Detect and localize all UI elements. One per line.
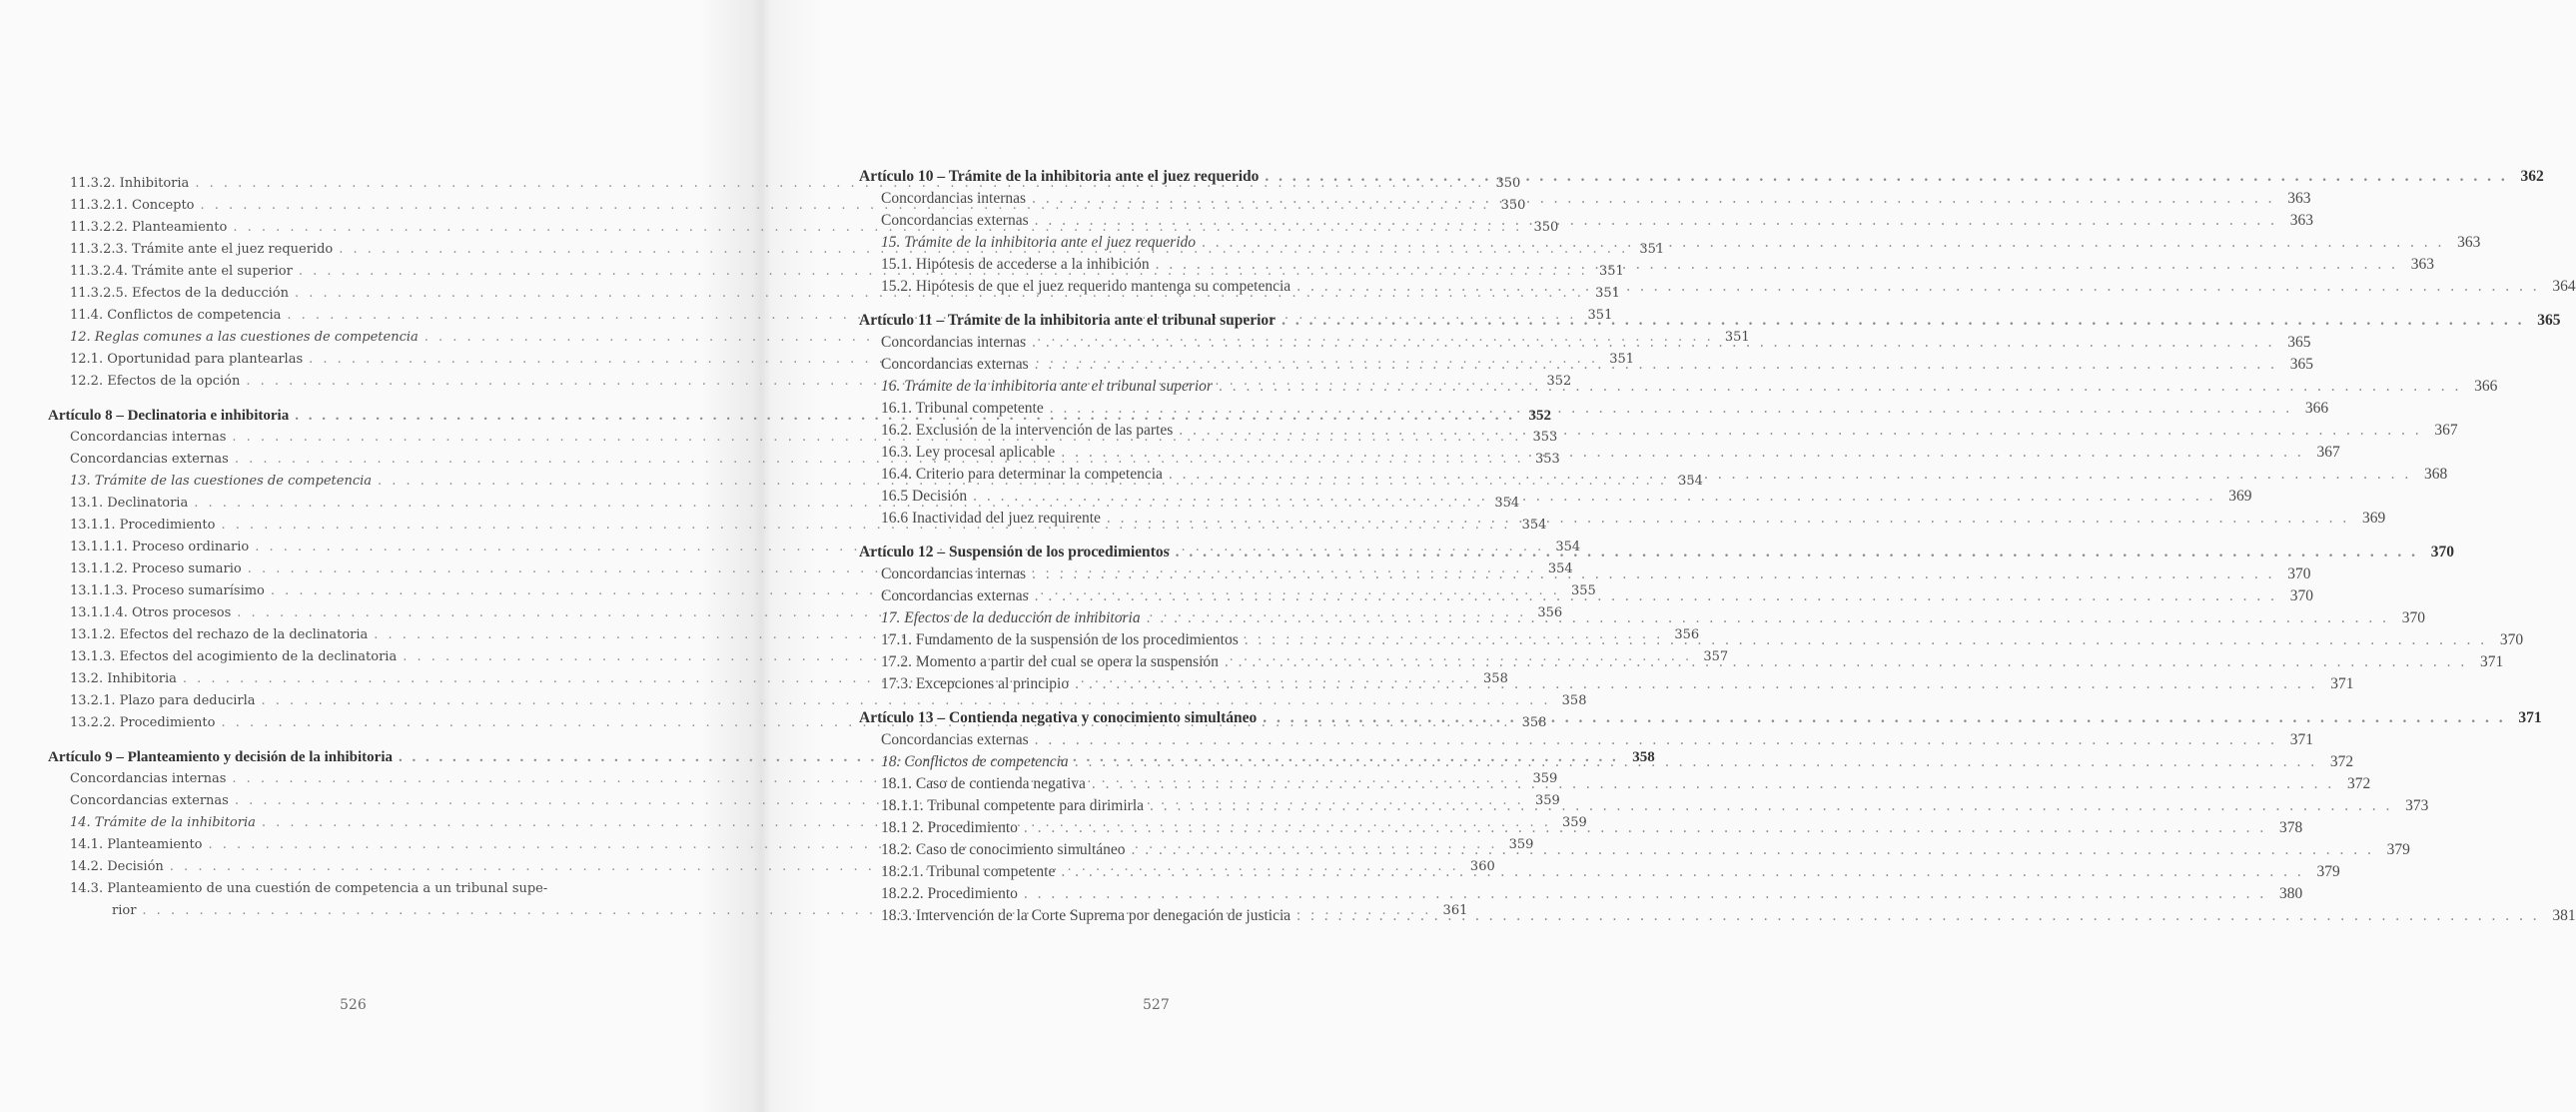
toc-entry-page: 370 (2430, 544, 2454, 560)
dot-leader (1032, 188, 2274, 210)
toc-entry-title: 13.1.1.4. Otros procesos (70, 605, 232, 620)
toc-entry-title: 11.3.2.1. Concepto (70, 198, 195, 213)
toc-entry-title: 17.1. Fundamento de la suspensión de los procedimientos (881, 631, 1239, 648)
toc-entry-page: 370 (2401, 609, 2425, 626)
toc-entry-page: 357 (1703, 649, 1729, 664)
toc-entry-page: 371 (2330, 675, 2354, 692)
toc-entry-page: 379 (2386, 841, 2410, 858)
dot-leader (1132, 839, 2374, 861)
dot-leader (1169, 464, 2411, 486)
toc-entry-page: 373 (2405, 797, 2429, 814)
toc-entry-page: 351 (1639, 242, 1665, 257)
toc-entry-page: 378 (2279, 819, 2303, 836)
toc-entry-title: 18.1. Caso de contienda negativa (881, 775, 1086, 792)
toc-entry-title: 17. Efectos de la deducción de inhibitoria (881, 609, 1141, 626)
toc-entry-page: 354 (1555, 540, 1581, 555)
toc-entry-title: Artículo 10 – Trámite de la inhibitoria ante el juez requerido (859, 168, 1260, 185)
toc-entry-page: 362 (2520, 168, 2544, 185)
toc-entry-page: 359 (1508, 837, 1534, 852)
toc-entry-page: 355 (1571, 583, 1596, 598)
dot-leader (1296, 905, 2539, 927)
toc-entry-title: 15.1. Hipótesis de accederse a la inhibición (881, 256, 1150, 273)
dot-leader (1035, 354, 2277, 376)
toc-entry-page: 354 (1547, 561, 1573, 576)
toc-entry-page: 365 (2537, 312, 2561, 329)
toc-entry-title: Concordancias externas (881, 587, 1029, 604)
toc-entry-page: 371 (2289, 731, 2313, 748)
toc-entry-page: 364 (2552, 278, 2576, 295)
toc-entry-title: Artículo 9 – Planteamiento y decisión de la inhibitoria (48, 749, 393, 765)
toc-entry-title: 13. Trámite de las cuestiones de competencia (70, 474, 373, 489)
toc-entry-title: 18.1.1. Tribunal competente para dirimirla (881, 797, 1145, 814)
toc-entry-title: Artículo 13 – Contienda negativa y conocimiento simultáneo (859, 709, 1258, 726)
toc-entry (859, 729, 2313, 751)
toc-entry-title: 17.3. Excepciones al principio (881, 675, 1070, 692)
toc-entry-page: 352 (1528, 408, 1551, 424)
toc-entry-page: 359 (1534, 793, 1560, 808)
dot-leader (1061, 861, 2303, 883)
toc-entry-title: Concordancias internas (881, 190, 1027, 207)
toc-entry-page: 350 (1533, 220, 1559, 235)
toc-entry-page: 359 (1532, 771, 1558, 786)
toc-entry-page: 351 (1587, 308, 1613, 323)
toc-entry-title: 16.4. Criterio para determinar la competencia (881, 466, 1163, 483)
dot-leader (1150, 795, 2392, 817)
toc-entry-page: 350 (1500, 198, 1526, 213)
dot-leader (1032, 332, 2274, 354)
toc-entry-title: 17.2. Momento a partir del cual se opera la suspensión (881, 653, 1219, 670)
toc-entry-title: 11.4. Conflictos de competencia (70, 308, 282, 323)
dot-leader (1024, 817, 2266, 839)
dot-leader (1092, 773, 2334, 795)
toc-entry-title: 18.2. Caso de conocimiento simultáneo (881, 841, 1126, 858)
toc-entry-title: 18.3. Intervención de la Corte Suprema por denegación de justicia (881, 907, 1291, 924)
toc-entry-page: 363 (2457, 234, 2481, 251)
dot-leader (1075, 673, 2317, 695)
toc-entry-page: 356 (1674, 627, 1700, 642)
dot-leader (1061, 442, 2303, 464)
dot-leader (1156, 254, 2398, 276)
toc-entry-page: 367 (2316, 444, 2340, 461)
toc-entry-page: 360 (1469, 859, 1495, 874)
dot-leader (1035, 210, 2277, 232)
toc-entry-title: 16.3. Ley procesal aplicable (881, 444, 1056, 461)
toc-entry-page: 358 (1483, 671, 1508, 686)
toc-entry-page: 358 (1632, 749, 1655, 765)
toc-entry-title: 11.3.2. Inhibitoria (70, 176, 190, 191)
toc-entry-page: 363 (2289, 212, 2313, 229)
toc-entry-title: 11.3.2.4. Trámite ante el superior (70, 264, 293, 279)
toc-entry-title: 13.1.1. Procedimiento (70, 518, 216, 533)
toc-entry-title: 18.1 2. Procedimiento (881, 819, 1018, 836)
toc-entry-title: 12. Reglas comunes a las cuestiones de competencia (70, 330, 419, 345)
toc-entry-title: 14.2. Decisión (70, 859, 164, 874)
toc-entry-page: 354 (1494, 496, 1520, 511)
toc-entry-title: 14.3. Planteamiento de una cuestión de competencia a un tribunal supe- (70, 881, 548, 896)
toc-entry-title: 12.1. Oportunidad para plantearlas (70, 352, 304, 367)
toc-entry-title: 13.1.1.2. Proceso sumario (70, 561, 242, 576)
toc-entry-page: 380 (2279, 885, 2303, 902)
toc-entry-title: Artículo 12 – Suspensión de los procedimientos (859, 544, 1170, 560)
toc-entry-title: Concordancias internas (70, 430, 227, 445)
toc-entry-title: 13.1.2. Efectos del rechazo de la declinatoria (70, 627, 369, 642)
toc-entry-page: 368 (2424, 466, 2448, 483)
toc-entry-page: 372 (2329, 753, 2354, 770)
dot-leader (1032, 563, 2274, 585)
toc-entry-title: 18. Conflictos de competencia (881, 753, 1069, 770)
toc-entry-page: 370 (2287, 565, 2311, 582)
toc-entry-title: Concordancias externas (70, 452, 229, 467)
toc-entry-title: 11.3.2.3. Trámite ante el juez requerido (70, 242, 334, 257)
dot-leader (1219, 376, 2461, 398)
toc-entry-title: 14.1. Planteamiento (70, 837, 203, 852)
toc-entry-page: 354 (1521, 518, 1547, 533)
dot-leader (973, 486, 2215, 508)
toc-entry-title: Concordancias internas (70, 771, 227, 786)
toc-entry (48, 690, 1587, 712)
toc-entry-title: Concordancias internas (881, 565, 1027, 582)
toc-entry-title: 18.2.2. Procedimiento (881, 885, 1018, 902)
dot-leader (1050, 398, 2292, 420)
toc-entry-title: 16.5 Decisión (881, 488, 968, 505)
toc-entry-page: 356 (1537, 605, 1563, 620)
toc-entry-page: 365 (2287, 334, 2311, 351)
toc-entry-title: 11.3.2.5. Efectos de la deducción (70, 286, 289, 301)
dot-leader (1024, 883, 2266, 905)
dot-leader (1225, 651, 2467, 673)
toc-entry-title: Concordancias externas (70, 793, 229, 808)
dot-leader (1176, 542, 2418, 563)
toc-entry-page: 370 (2289, 587, 2313, 604)
toc-entry-title: Artículo 11 – Trámite de la inhibitoria ante el tribunal superior (859, 312, 1277, 329)
toc-entry-title: Concordancias externas (881, 356, 1029, 373)
toc-entry-page: 353 (1532, 430, 1558, 445)
toc-entry-page: 369 (2228, 488, 2252, 505)
toc-entry-title: 16.6 Inactividad del juez requirente (881, 510, 1101, 527)
toc-entry-page: 367 (2434, 422, 2458, 439)
toc-entry-title: 13.1.1.3. Proceso sumarísimo (70, 583, 265, 598)
toc-entry-title: 13.2.2. Procedimiento (70, 715, 216, 730)
dot-leader (1035, 585, 2277, 607)
dot-leader (1147, 607, 2389, 629)
toc-entry-title: 11.3.2.2. Planteamiento (70, 220, 228, 235)
dot-leader (1245, 629, 2487, 651)
toc-entry-page: 358 (1521, 715, 1547, 730)
toc-entry-page: 379 (2316, 863, 2340, 880)
toc-entry-page: 361 (1442, 903, 1468, 918)
toc-entry-page: 363 (2287, 190, 2311, 207)
toc-entry-page: 358 (1561, 693, 1587, 708)
page-number-right: 527 (1143, 997, 1170, 1013)
toc-entry-page: 353 (1534, 452, 1560, 467)
toc-entry-title: 13.1.1.1. Proceso ordinario (70, 540, 250, 555)
toc-entry-title: Concordancias externas (881, 212, 1029, 229)
toc-entry-title: Concordancias externas (881, 731, 1029, 748)
toc-entry-title: 13.2.1. Plazo para deducirla (70, 693, 256, 708)
toc-entry-multiline-first (48, 878, 627, 900)
toc-entry-page: 354 (1678, 474, 1703, 489)
toc-entry-page: 351 (1724, 330, 1750, 345)
toc-entry-page: 372 (2347, 775, 2371, 792)
toc-entry-page: 370 (2499, 631, 2524, 648)
toc-entry-page: 366 (2304, 400, 2329, 417)
toc-entry-title: 15. Trámite de la inhibitoria ante el juez requerido (881, 234, 1197, 251)
toc-entry-title: 15.2. Hipótesis de que el juez requerido mantenga su competencia (881, 278, 1291, 295)
toc-entry-title: rior (112, 903, 137, 918)
dot-leader (1107, 508, 2349, 530)
toc-entry-title: 16. Trámite de la inhibitoria ante el tribunal superior (881, 378, 1213, 395)
toc-entry-page: 363 (2410, 256, 2434, 273)
toc-entry-title: 18.2.1. Tribunal competente (881, 863, 1056, 880)
dot-leader (1282, 310, 2524, 332)
dot-leader (1296, 276, 2539, 298)
toc-entry-title: Concordancias internas (881, 334, 1027, 351)
toc-entry-title: 13.1.3. Efectos del acogimiento de la declinatoria (70, 649, 398, 664)
toc-entry-page: 350 (1495, 176, 1521, 191)
page-number-left: 526 (340, 997, 367, 1013)
toc-entry (859, 883, 2303, 905)
toc-entry-page: 351 (1598, 264, 1624, 279)
toc-entry-page: 351 (1609, 352, 1635, 367)
toc-entry-page: 359 (1562, 815, 1587, 830)
toc-entry-title: 16.2. Exclusión de la intervención de las partes (881, 422, 1174, 439)
toc-entry-page: 381 (2552, 907, 2576, 924)
toc-entry-title: Artículo 8 – Declinatoria e inhibitoria (48, 408, 290, 424)
toc-entry-page: 371 (2480, 653, 2504, 670)
dot-leader (1263, 707, 2505, 729)
toc-entry-page: 371 (2518, 709, 2542, 726)
toc-entry-title: 13.1. Declinatoria (70, 496, 189, 511)
toc-entry-title: 12.2. Efectos de la opción (70, 374, 241, 389)
toc-entry-title: 14. Trámite de la inhibitoria (70, 815, 256, 830)
toc-entry-title: 16.1. Tribunal competente (881, 400, 1044, 417)
toc-entry-title: 13.2. Inhibitoria (70, 671, 177, 686)
dot-leader (1265, 166, 2507, 188)
dot-leader (1035, 729, 2277, 751)
dot-leader (1179, 420, 2421, 442)
toc-entry-page: 352 (1546, 374, 1572, 389)
toc-entry-page: 366 (2474, 378, 2498, 395)
toc-entry-page: 351 (1595, 286, 1620, 301)
dot-leader (1202, 232, 2444, 254)
toc-entry-page: 369 (2362, 510, 2386, 527)
dot-leader (1075, 751, 2317, 773)
toc-entry-page: 365 (2289, 356, 2313, 373)
